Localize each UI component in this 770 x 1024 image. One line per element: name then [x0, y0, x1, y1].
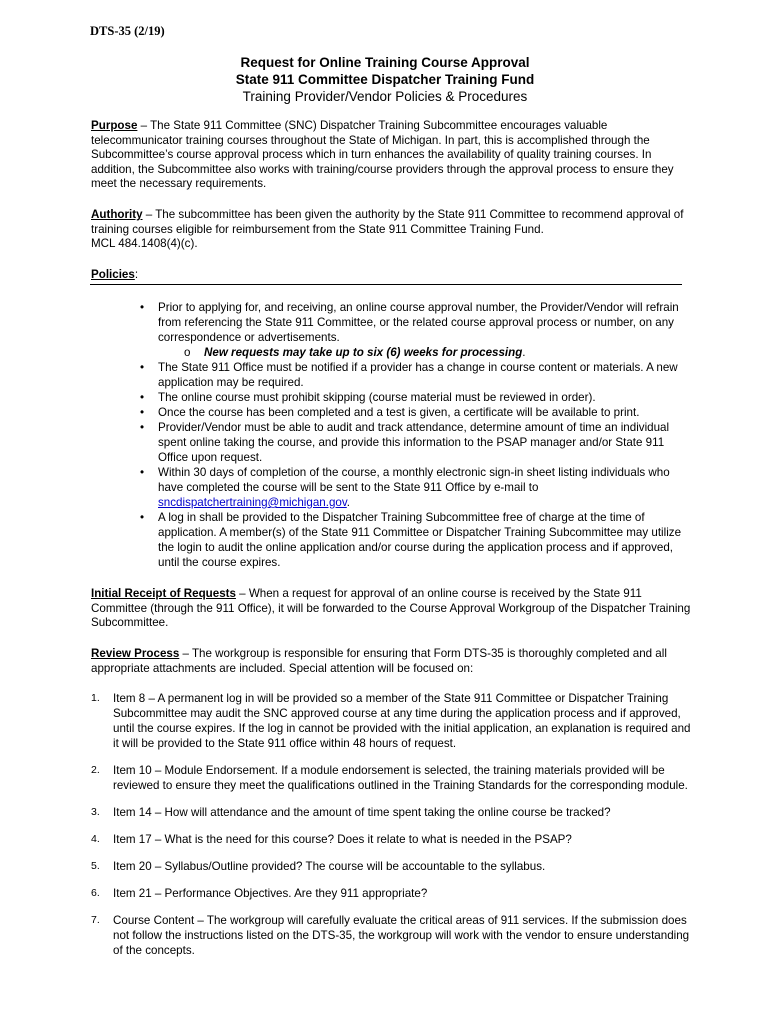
- review-process-heading: Review Process: [91, 647, 180, 660]
- review-process-text: – The workgroup is responsible for ensuring that Form DTS-35 is thoroughly completed and all appropriate attachments are included. Special attention will be focused on:: [91, 647, 667, 675]
- sub-list-item: [158, 345, 685, 360]
- list-item-text: Within 30 days of completion of the course, a monthly electronic sign-in sheet listing individuals who have completed the course will be sent to the State 911 Office by e-mail to: [158, 466, 670, 494]
- policies-heading-line: [91, 268, 691, 283]
- list-item: [91, 691, 691, 751]
- item-number: 2.: [91, 764, 100, 776]
- list-item: [91, 859, 691, 874]
- list-item-text: Provider/Vendor must be able to audit and track attendance, determine amount of time an individual spent online taking the course, and provide this information to the PSAP manager and/or State 911 Office upon request.: [158, 421, 670, 464]
- email-period: .: [346, 496, 351, 509]
- initial-receipt-heading: Initial Receipt of Requests: [91, 587, 236, 600]
- list-item: [91, 913, 691, 958]
- policies-list: [140, 300, 685, 570]
- divider-line: [90, 284, 682, 285]
- item-number: 7.: [91, 914, 100, 926]
- item-number: 4.: [91, 833, 100, 845]
- item-text: Item 10 – Module Endorsement. If a module endorsement is selected, the training materials provided will be reviewed to ensure they meet the qualifications outlined in the Training Standards for the corresponding module.: [113, 764, 688, 792]
- item-text: Item 21 – Performance Objectives. Are they 911 appropriate?: [113, 887, 428, 900]
- list-item-text: Prior to applying for, and receiving, an online course approval number, the Provider/Vendor will refrain from referencing the State 911 Committee, or the related course approval process or number, on any correspondence or advertisements.: [158, 301, 679, 344]
- review-items-list: [91, 691, 691, 970]
- list-item: [140, 300, 685, 360]
- document-section-title: Training Provider/Vendor Policies & Procedures: [242, 89, 528, 104]
- policies-colon: :: [134, 268, 139, 281]
- item-number: 6.: [91, 887, 100, 899]
- list-item-text: The online course must prohibit skipping (course material must be reviewed in order).: [158, 391, 596, 404]
- item-number: 5.: [91, 860, 100, 872]
- document-subtitle: State 911 Committee Dispatcher Training Fund: [235, 72, 535, 87]
- item-text: Item 8 – A permanent log in will be provided so a member of the State 911 Committee or Dispatcher Training Subcommittee may audit the SNC approved course at any time during the application process and if approved, until the course expires. If the log in cannot be provided with the initial application, an explanation is required and it will be provided to the State 911 office within 48 hours of request.: [113, 692, 691, 750]
- bullet-icon: •: [140, 361, 145, 374]
- bullet-icon: •: [140, 406, 145, 419]
- item-text: Item 14 – How will attendance and the amount of time spent taking the online course be tracked?: [113, 806, 611, 819]
- authority-citation: MCL 484.1408(4)(c).: [91, 237, 198, 251]
- document-title: Request for Online Training Course Approval: [240, 55, 530, 70]
- list-item: [140, 390, 685, 405]
- item-number: 1.: [91, 692, 100, 704]
- item-text: Course Content – The workgroup will carefully evaluate the critical areas of 911 services. If the submission does not follow the instructions listed on the DTS-35, the workgroup will work with the vendor to ensure understanding of the concepts.: [113, 914, 690, 957]
- bullet-icon: •: [140, 421, 145, 434]
- list-item: [140, 510, 685, 570]
- list-item: [140, 405, 685, 420]
- authority-paragraph: [91, 208, 691, 252]
- item-number: 3.: [91, 806, 100, 818]
- form-number: DTS-35 (2/19): [90, 24, 165, 38]
- sub-list-item-period: .: [522, 346, 526, 359]
- purpose-paragraph: [91, 119, 691, 192]
- circle-bullet-icon: o: [184, 346, 191, 359]
- purpose-text: – The State 911 Committee (SNC) Dispatcher Training Subcommittee encourages valuable telecommunicator training courses throughout the State of Michigan. In part, this is accomplished through the Subcommittee’s course approval process which in turn enhances the availability of quality training courses. In addition, the Subcommittee also works with training/course providers through the approval process to ensure they meet the necessary requirements.: [91, 119, 674, 191]
- list-item: [91, 886, 691, 901]
- list-item: [91, 805, 691, 820]
- list-item-text: The State 911 Office must be notified if a provider has a change in course content or materials. A new application may be required.: [158, 361, 678, 389]
- list-item: [91, 763, 691, 793]
- email-link[interactable]: sncdispatchertraining@michigan.gov: [158, 496, 347, 509]
- list-item-text: Once the course has been completed and a test is given, a certificate will be available to print.: [158, 406, 640, 419]
- sub-list-item-text: New requests may take up to six (6) weeks for processing: [204, 346, 523, 359]
- list-item: [140, 465, 685, 510]
- list-item: [91, 832, 691, 847]
- initial-receipt-text: – When a request for approval of an online course is received by the State 911 Committee (through the 911 Office), it will be forwarded to the Course Approval Workgroup of the Dispatcher Training Subcommittee.: [91, 587, 691, 630]
- bullet-icon: •: [140, 301, 145, 314]
- bullet-icon: •: [140, 391, 145, 404]
- list-item: [140, 360, 685, 390]
- bullet-icon: •: [140, 511, 145, 524]
- bullet-icon: •: [140, 466, 145, 479]
- purpose-heading: Purpose: [91, 119, 138, 132]
- review-process-paragraph: [91, 647, 691, 676]
- initial-receipt-paragraph: [91, 587, 691, 631]
- list-item: [140, 420, 685, 465]
- authority-text: – The subcommittee has been given the authority by the State 911 Committee to recommend approval of training courses eligible for reimbursement from the State 911 Committee Training Fund.: [91, 208, 684, 236]
- item-text: Item 20 – Syllabus/Outline provided? The course will be accountable to the syllabus.: [113, 860, 546, 873]
- item-text: Item 17 – What is the need for this course? Does it relate to what is needed in the PSAP?: [113, 833, 572, 846]
- authority-heading: Authority: [91, 208, 143, 221]
- policies-heading: Policies: [91, 268, 135, 281]
- list-item-text: A log in shall be provided to the Dispatcher Training Subcommittee free of charge at the time of application. A member(s) of the State 911 Committee or Dispatcher Training Subcommittee may utilize the login to audit the online application and/or course during the application process and if approved, until the course expires.: [158, 511, 682, 569]
